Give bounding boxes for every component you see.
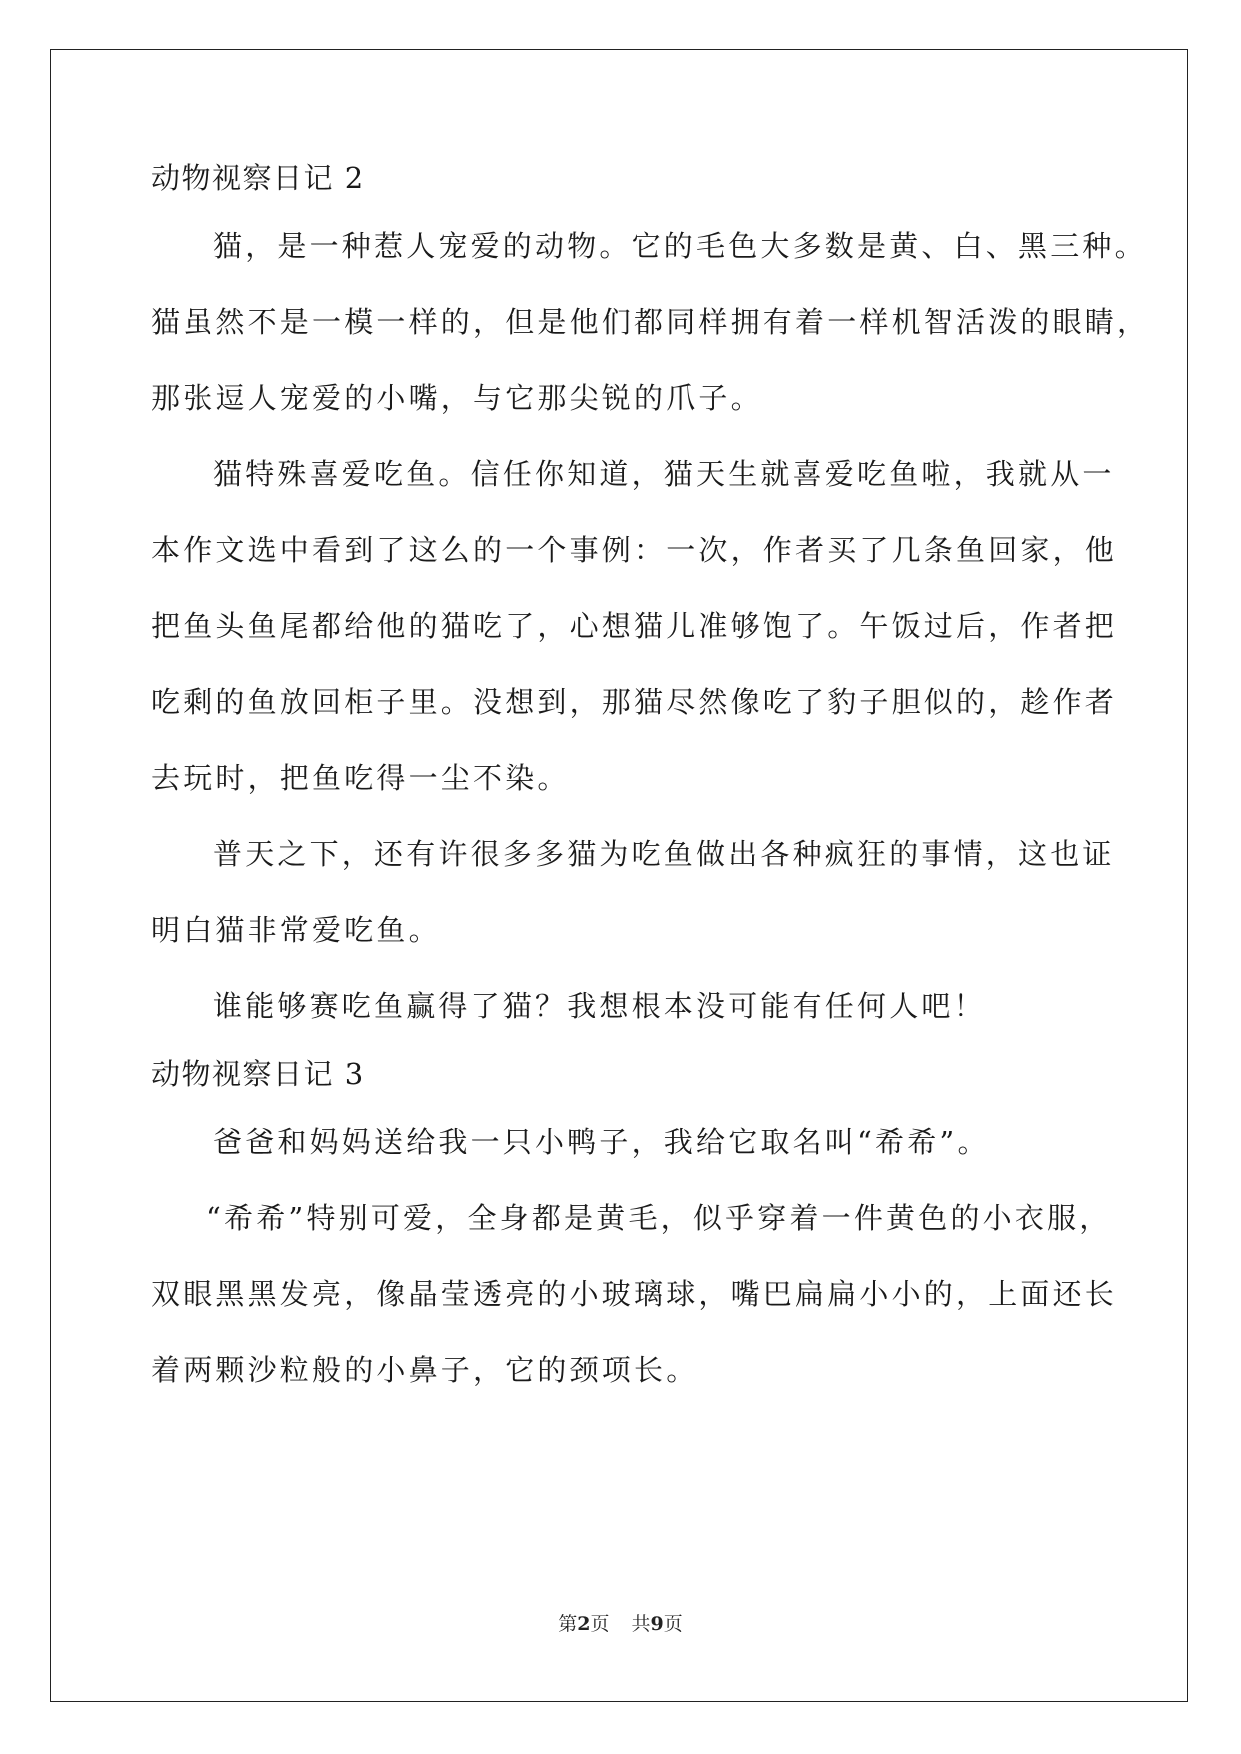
paragraph-line: 那张逗人宠爱的小嘴，与它那尖锐的爪子。 <box>151 381 763 415</box>
page-border <box>50 49 1188 1702</box>
section-heading: 动物视察日记 2 <box>151 161 365 195</box>
paragraph-line: 着两颗沙粒般的小鼻子，它的颈项长。 <box>151 1353 699 1387</box>
paragraph-line: 双眼黑黑发亮，像晶莹透亮的小玻璃球，嘴巴扁扁小小的，上面还长 <box>151 1277 1118 1311</box>
paragraph-line: 爸爸和妈妈送给我一只小鸭子，我给它取名叫“希希”。 <box>213 1125 990 1159</box>
paragraph-line: 去玩时，把鱼吃得一尘不染。 <box>151 761 570 795</box>
paragraph-line: 猫虽然不是一模一样的，但是他们都同样拥有着一样机智活泼的眼睛， <box>151 305 1150 339</box>
paragraph-line: 吃剩的鱼放回柜子里。没想到，那猫尽然像吃了豹子胆似的，趁作者 <box>151 685 1118 719</box>
page-number-prefix: 第 <box>558 1613 578 1635</box>
current-page-number: 2 <box>577 1613 591 1635</box>
paragraph-line: 明白猫非常爱吃鱼。 <box>151 913 441 947</box>
page-number-suffix: 页 <box>590 1613 610 1635</box>
paragraph-line: 普天之下，还有许很多多猫为吃鱼做出各种疯狂的事情，这也证 <box>213 837 1115 871</box>
section-heading: 动物视察日记 3 <box>151 1057 365 1091</box>
total-pages-prefix: 共 <box>631 1613 651 1635</box>
paragraph-line: 把鱼头鱼尾都给他的猫吃了，心想猫儿准够饱了。午饭过后，作者把 <box>151 609 1118 643</box>
paragraph-line: 本作文选中看到了这么的一个事例：一次，作者买了几条鱼回家，他 <box>151 533 1118 567</box>
paragraph-line: 猫特殊喜爱吃鱼。信任你知道，猫天生就喜爱吃鱼啦，我就从一 <box>213 457 1115 491</box>
paragraph-line: “希希”特别可爱，全身都是黄毛，似乎穿着一件黄色的小衣服， <box>206 1201 1112 1235</box>
page-footer <box>0 1609 1241 1636</box>
total-pages-suffix: 页 <box>663 1613 683 1635</box>
paragraph-line: 谁能够赛吃鱼赢得了猫？我想根本没可能有任何人吧！ <box>213 989 986 1023</box>
total-page-count: 9 <box>650 1613 664 1635</box>
paragraph-line: 猫，是一种惹人宠爱的动物。它的毛色大多数是黄、白、黑三种。 <box>213 229 1147 263</box>
